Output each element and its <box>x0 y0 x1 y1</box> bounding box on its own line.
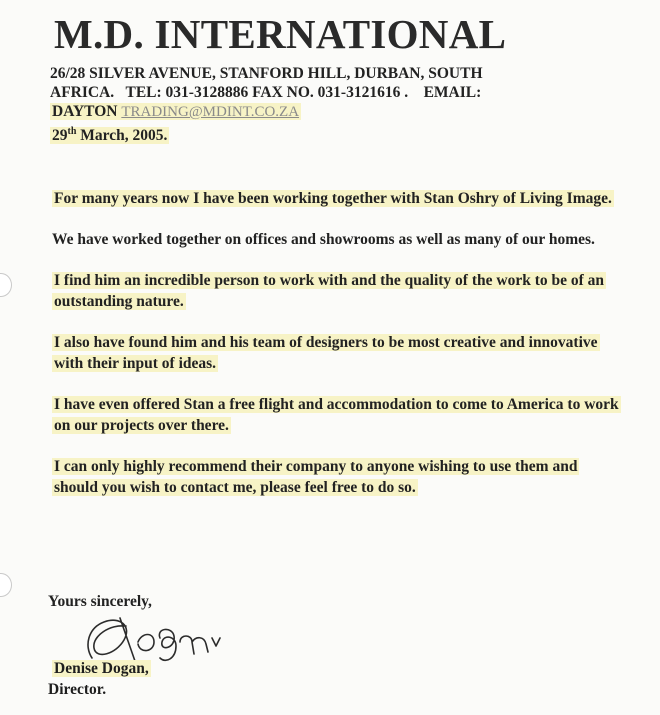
paragraph-1: For many years now I have been working together with Stan Oshry of Living Image. <box>54 190 612 207</box>
address-line-1: 26/28 SILVER AVENUE, STANFORD HILL, DURBAN, SOUTH <box>50 65 483 82</box>
punch-hole-decoration <box>0 573 12 597</box>
signer-name: Denise Dogan, <box>54 660 149 677</box>
paragraph-4: I also have found him and his team of designers to be most creative and innovative with their input of ideas. <box>54 334 598 372</box>
date-suffix: th <box>67 126 77 137</box>
date-rest: March, 2005. <box>80 127 168 145</box>
paragraph-2: We have worked together on offices and showrooms as well as many of our homes. <box>52 231 595 248</box>
closing-salutation: Yours sincerely, <box>48 593 152 610</box>
email-line <box>50 102 610 122</box>
date-day: 29 <box>52 127 68 145</box>
paragraph-6: I can only highly recommend their company to anyone wishing to use them and should you wish to contact me, please feel free to do so. <box>54 458 578 496</box>
company-name: M.D. INTERNATIONAL <box>54 11 507 57</box>
address-line-2: AFRICA. TEL: 031-3128886 FAX NO. 031-3121616 . EMAIL: <box>50 84 482 101</box>
punch-hole-decoration <box>0 273 12 297</box>
signer-title: Director. <box>48 681 107 698</box>
letter-date <box>50 122 610 145</box>
letter-body <box>52 188 622 518</box>
paragraph-5: I have even offered Stan a free flight and accommodation to come to America to work on our projects over there. <box>54 396 619 434</box>
email-link[interactable]: TRADING@MDINT.CO.ZA <box>121 104 300 120</box>
letterhead-address <box>50 64 610 145</box>
email-prefix: DAYTON <box>52 103 118 120</box>
paragraph-3: I find him an incredible person to work with and the quality of the work to be of an outstanding nature. <box>54 272 605 310</box>
